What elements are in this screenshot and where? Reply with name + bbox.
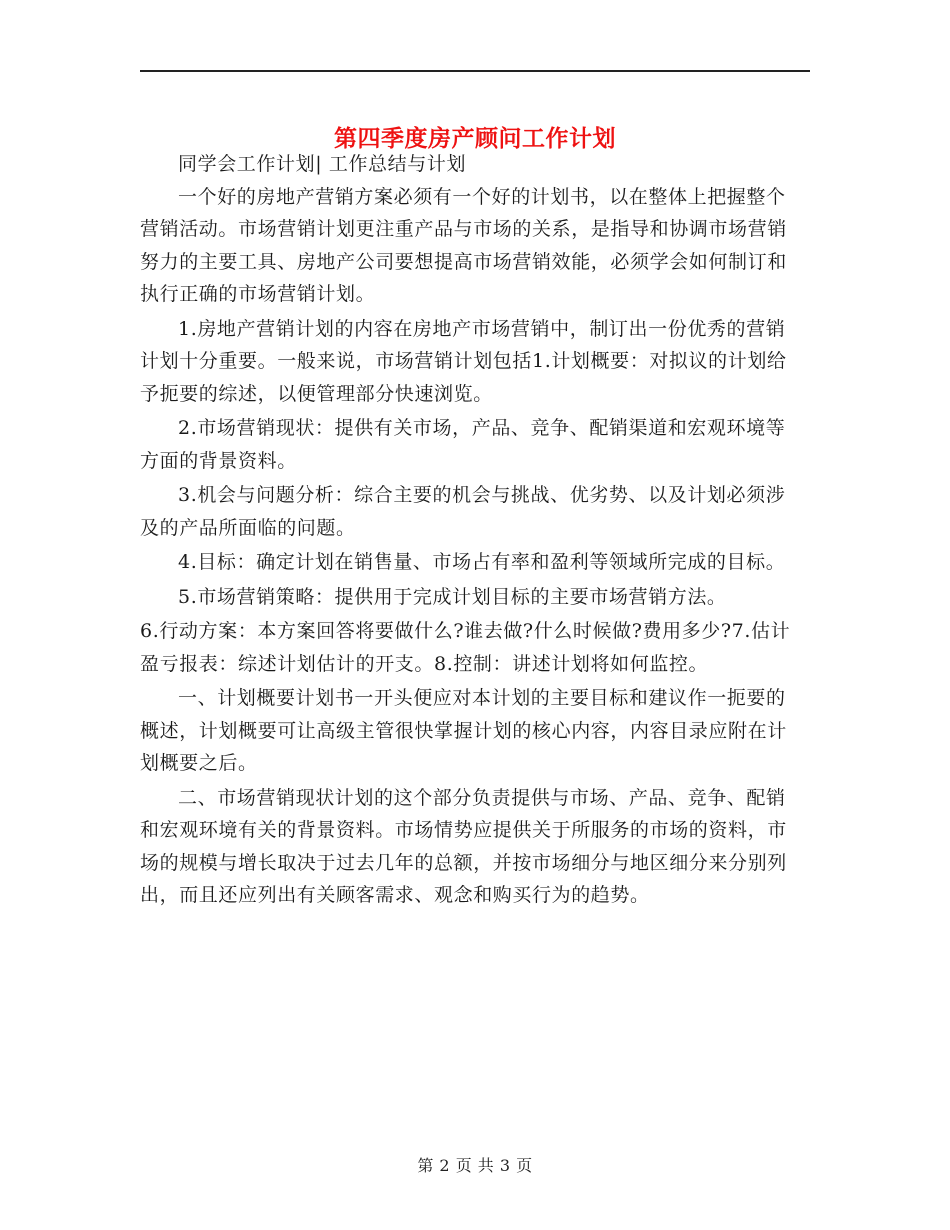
paragraph-section-1: 一、计划概要计划书一开头便应对本计划的主要目标和建议作一扼要的概述，计划概要可让高级主管很快掌握计划的核心内容，内容目录应附在计划概要之后。 [140, 687, 787, 774]
paragraph-section-2: 二、市场营销现状计划的这个部分负责提供与市场、产品、竞争、配销和宏观环境有关的背景资料。市场情势应提供关于所服务的市场的资料，市场的规模与增长取决于过去几年的总额，并按市场细分与地区细分来分别列出，而且还应列出有关顾客需求、观念和购买行为的趋势。 [140, 786, 787, 906]
paragraph-intro: 一个好的房地产营销方案必须有一个好的计划书，以在整体上把握整个营销活动。市场营销计划更注重产品与市场的关系，是指导和协调市场营销努力的主要工具、房地产公司要想提高市场营销效能，必须学会如何制订和执行正确的市场营销计划。 [140, 185, 787, 305]
page-footer: 第 2 页 共 3 页 [417, 1156, 533, 1175]
paragraph-item-4: 4.目标：确定计划在销售量、市场占有率和盈利等领域所完成的目标。 [178, 551, 786, 573]
paragraph-item-3: 3.机会与问题分析：综合主要的机会与挑战、优劣势、以及计划必须涉及的产品所面临的问题。 [140, 484, 786, 539]
header-rule [140, 70, 810, 72]
document-subtitle: 同学会工作计划| 工作总结与计划 [178, 153, 467, 175]
document-title: 第四季度房产顾问工作计划 [334, 125, 616, 153]
paragraph-item-6-8: 6.行动方案：本方案回答将要做什么?谁去做?什么时候做?费用多少?7.估计盈亏报表：综述计划估计的开支。8.控制：讲述计划将如何监控。 [140, 620, 791, 675]
paragraph-item-2: 2.市场营销现状：提供有关市场，产品、竞争、配销渠道和宏观环境等方面的背景资料。 [140, 417, 786, 472]
paragraph-item-1: 1.房地产营销计划的内容在房地产市场营销中，制订出一份优秀的营销计划十分重要。一般来说，市场营销计划包括1.计划概要：对拟议的计划给予扼要的综述，以便管理部分快速浏览。 [140, 317, 787, 405]
paragraph-item-5: 5.市场营销策略：提供用于完成计划目标的主要市场营销方法。 [178, 585, 727, 608]
document-body [140, 148, 800, 914]
